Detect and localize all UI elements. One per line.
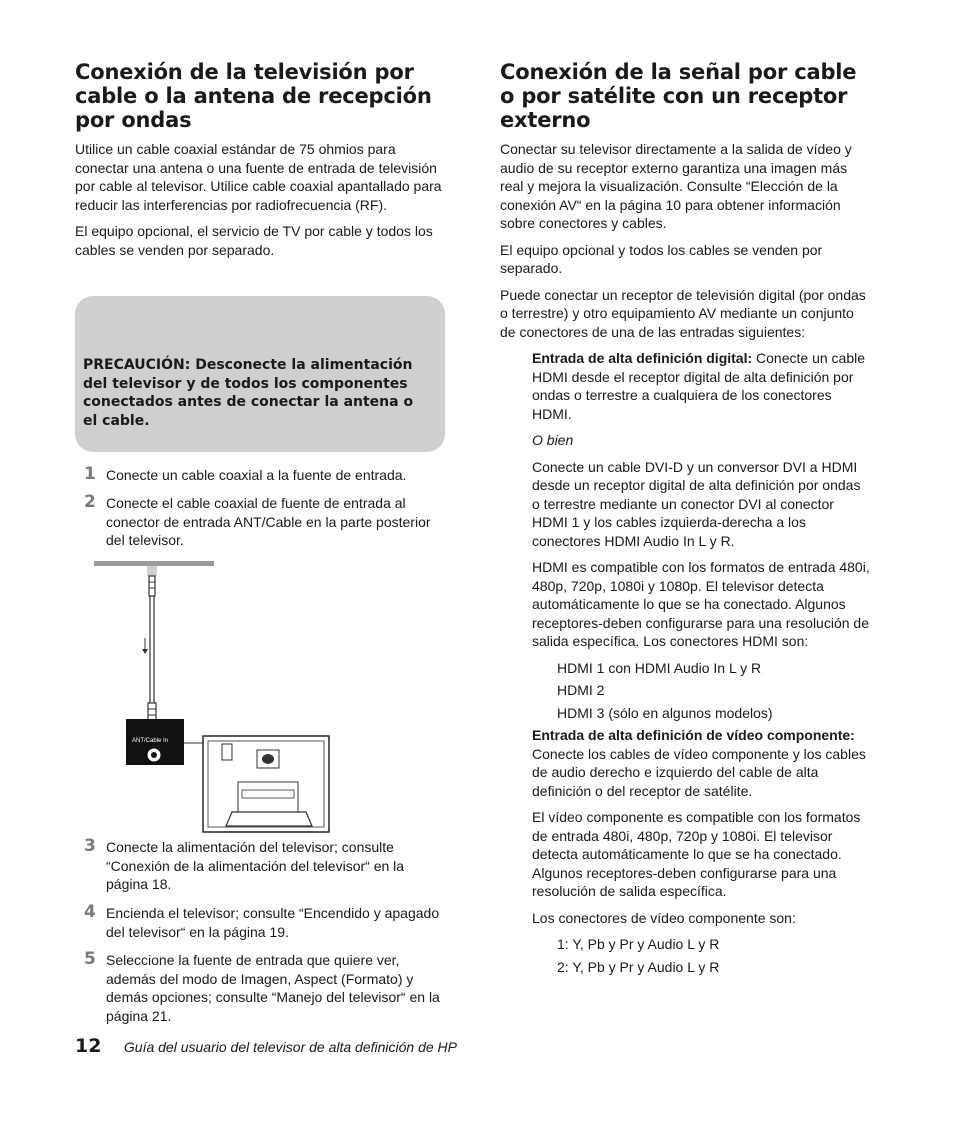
arrow-down-icon (142, 649, 148, 654)
wall-bar (94, 561, 214, 566)
or-text: O bien (532, 432, 574, 448)
hdmi-list-item: HDMI 2 (557, 682, 605, 698)
step-1 (84, 466, 444, 485)
step-4 (84, 904, 444, 941)
hdmi-list-item: HDMI 3 (sólo en algunos modelos) (557, 704, 773, 721)
tv-logo-mark (262, 754, 274, 764)
component-list-item: 1: Y, Pb y Pr y Audio L y R (557, 936, 720, 952)
diagram-illustration (92, 558, 337, 838)
hdmi-entry-label: Entrada de alta definición digital: (532, 350, 753, 366)
hdmi-list-item: HDMI 1 con HDMI Audio In L y R (557, 659, 762, 676)
right-heading: Conexión de la señal por cable o por satélite con un receptor externo (500, 60, 857, 132)
left-column (75, 60, 447, 267)
component-entry-text: Conecte los cables de vídeo componente y los cables de audio derecho e izquierdo del cable de alta definición o del receptor de satélite. (532, 745, 866, 799)
component-compat-paragraph: El vídeo componente es compatible con los formatos de entrada 480i, 480p, 720p y 1080i. El televisor detecta automáticamente lo que se ha conectado. Algunos receptores-deben configurarse para una resolución de salida específica. (532, 809, 861, 899)
component-intro: Los conectores de vídeo componente son: (532, 909, 796, 926)
hdmi-entry (532, 349, 872, 423)
page-footer (75, 1035, 875, 1057)
step-5 (84, 951, 444, 1025)
step-number: 5 (84, 949, 96, 969)
right-column (500, 60, 872, 980)
step-text: Encienda el televisor; consulte “Encendido y apagado del televisor“ en la página 19. (106, 905, 440, 940)
right-optional-paragraph: El equipo opcional y todos los cables se venden por separado. (500, 241, 823, 276)
right-inputs-paragraph: Puede conectar un receptor de televisión digital (por ondas o terrestre) y otro equipamiento AV mediante un conjunto de conectores de una de las entradas siguientes: (500, 286, 866, 340)
step-text: Conecte la alimentación del televisor; consulte “Conexión de la alimentación del televisor“ en la página 18. (106, 839, 405, 892)
step-number: 2 (84, 492, 96, 512)
tv-port-area (222, 744, 232, 760)
right-intro-paragraph: Conectar su televisor directamente a la salida de vídeo y audio de su receptor externo garantiza una imagen más real y mejora la visualización. Consulte “Elección de la conexión AV“ en la página 10 para obtener información sobre conectores y cables. (500, 141, 852, 231)
ant-jack-inner (151, 752, 157, 758)
page-number: 12 (75, 1035, 102, 1057)
component-entry (532, 726, 872, 800)
hdmi-entry-text: Conecte un cable HDMI desde el receptor digital de alta definición por ondas o terrestre a cualquiera de los conectores HDMI. (532, 350, 865, 422)
left-heading: Conexión de la televisión por cable o la antena de recepción por ondas (75, 60, 432, 132)
left-optional-paragraph: El equipo opcional, el servicio de TV por cable y todos los cables se venden por separado. (75, 223, 433, 258)
wall-plate (147, 566, 157, 576)
component-list-item: 2: Y, Pb y Pr y Audio L y R (557, 958, 720, 975)
step-text: Seleccione la fuente de entrada que quiere ver, además del modo de Imagen, Aspect (Formato) y demás opciones; consulte “Manejo del televisor“ en la página 21. (106, 952, 440, 1024)
coax-connector-bottom (148, 703, 156, 721)
ant-cable-label: ANT/Cable In (132, 738, 169, 744)
dvi-paragraph: Conecte un cable DVI-D y un conversor DVI a HDMI desde un receptor digital de alta definición por ondas o terrestre mediante un conector DVI al conector HDMI 1 y los cables izquierda-derecha a los conectores HDMI Audio In L y R. (532, 458, 861, 549)
step-text: Conecte el cable coaxial de fuente de entrada al conector de entrada ANT/Cable en la parte posterior del televisor. (106, 495, 431, 548)
step-2 (84, 494, 444, 550)
antenna-connection-diagram (92, 558, 337, 838)
step-number: 4 (84, 902, 96, 922)
footer-title: Guía del usuario del televisor de alta definición de HP (123, 1039, 457, 1055)
caution-text: PRECAUCIÓN: Desconecte la alimentación del televisor y de todos los componentes conectados antes de conectar la antena o el cable. (83, 357, 414, 429)
step-number: 1 (84, 464, 96, 484)
step-number: 3 (84, 836, 96, 856)
tv-stand-base (226, 812, 312, 826)
step-3 (84, 838, 444, 894)
coax-connector-top (149, 576, 155, 596)
component-entry-label: Entrada de alta definición de vídeo componente: (532, 727, 855, 743)
hdmi-compat-paragraph: HDMI es compatible con los formatos de entrada 480i, 480p, 720p, 1080i y 1080p. El televisor detecta automáticamente lo que se ha conectado. Algunos receptores-deben configurarse para una resolución de salida específica. Los conectores HDMI son: (532, 559, 870, 649)
step-text: Conecte un cable coaxial a la fuente de entrada. (106, 467, 407, 483)
left-intro-paragraph: Utilice un cable coaxial estándar de 75 ohmios para conectar una antena o una fuente de entrada de televisión por cable al televisor. Utilice cable coaxial apantallado para reducir las interferencias por radiofrecuencia (RF). (75, 141, 442, 213)
caution-box (75, 296, 445, 452)
